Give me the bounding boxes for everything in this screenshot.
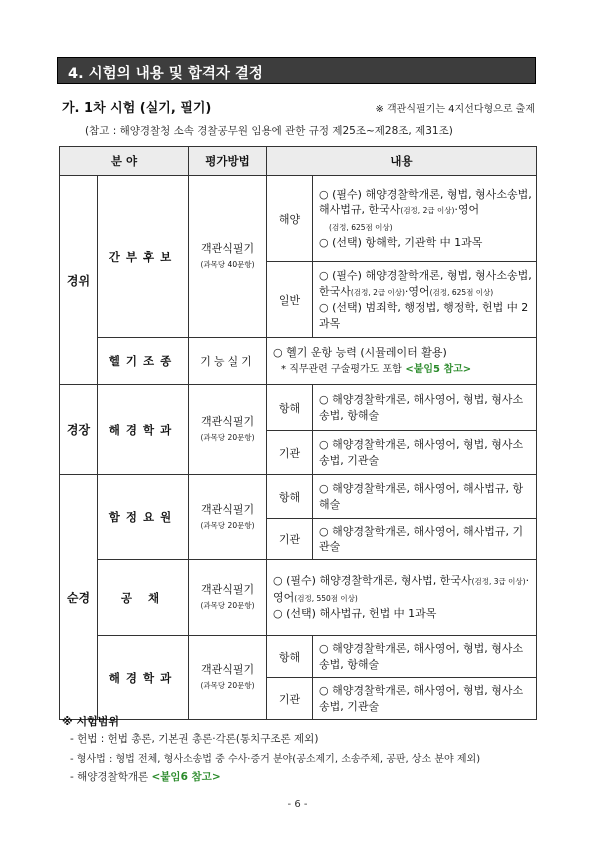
elective-subjects: ○ (선택) 항해학, 기관학 中 1과목 xyxy=(319,236,483,249)
page-number: - 6 - xyxy=(287,799,308,810)
exam-table xyxy=(59,146,537,720)
heli-content: ○ 헬기 운항 능력 (시뮬레이터 활용) xyxy=(273,346,447,359)
method-per20: (과목당 20문항) xyxy=(200,433,255,442)
field-gongchae: 공 채 xyxy=(98,560,189,636)
required-subjects: ○ (필수) 해양경찰학개론, 형법, 형사소송법, 해사법규, 한국사 xyxy=(319,187,532,216)
field-haegyeong-1: 해경학과 xyxy=(98,385,189,475)
method-hamjeong xyxy=(189,475,267,560)
field-haegyeong-2: 해경학과 xyxy=(98,636,189,720)
appendix5-ref: <붙임5 참고> xyxy=(405,363,472,375)
track-gigwan: 기관 xyxy=(267,431,313,475)
requirement-note: (검정, 2급 이상) xyxy=(350,287,405,297)
requirement-note: (검정, 625점 이상) xyxy=(329,222,393,232)
header-method: 평가방법 xyxy=(189,147,267,176)
content-sk-gigwan: ○ 해양경찰학개론, 해사영어, 형법, 형사소송법, 기관술 xyxy=(313,678,537,720)
method-written: 객관식필기 xyxy=(200,242,255,255)
track-haeyang: 해양 xyxy=(267,176,313,262)
reference: (참고 : 해양경찰청 소속 경찰공무원 임용에 관한 규정 제25조~제28조, 제31조) xyxy=(85,125,453,137)
elective-subjects: ○ (선택) 해사법규, 헌법 中 1과목 xyxy=(273,607,437,621)
method-gongchae xyxy=(189,560,267,636)
method-written: 객관식필기 xyxy=(200,415,255,428)
field-hamjeong: 함정요원 xyxy=(98,475,189,560)
english-subject: ·영어 xyxy=(273,574,530,604)
requirement-note: (검정, 3급 이상) xyxy=(471,577,526,587)
content-hj-hanghae: ○ 해양경찰학개론, 해사영어, 해사법규, 항해술 xyxy=(313,475,537,519)
group-sungyeong: 순경 xyxy=(60,475,98,720)
scope-line-2: - 형사법 : 형법 전체, 형사소송법 중 수사·증거 분야(공소제기, 소송주체, 공판, 상소 분야 제외) xyxy=(70,754,481,765)
header-row xyxy=(60,147,537,176)
heli-note: * 직무관련 구술평가도 포함 xyxy=(281,363,402,375)
method-per20: (과목당 20문항) xyxy=(200,601,255,610)
group-gyeongjang: 경장 xyxy=(60,385,98,475)
group-gyeongwi: 경위 xyxy=(60,176,98,385)
subtitle: 가. 1차 시험 (실기, 필기) xyxy=(62,101,212,116)
header-field: 분 야 xyxy=(60,147,189,176)
english-subject: ·영어 xyxy=(454,203,480,216)
note: ※ 객관식필기는 4지선다형으로 출제 xyxy=(375,104,535,115)
method-per40: (과목당 40문항) xyxy=(200,260,255,269)
field-heli: 헬기조종 xyxy=(98,338,189,385)
content-ganbu-haeyang xyxy=(313,176,537,262)
content-hj-gigwan: ○ 해양경찰학개론, 해사영어, 해사법규, 기관술 xyxy=(313,519,537,560)
content-gj-hanghae: ○ 해양경찰학개론, 해사영어, 형법, 형사소송법, 항해술 xyxy=(313,385,537,431)
track-hanghae: 항해 xyxy=(267,475,313,519)
content-gj-gigwan: ○ 해양경찰학개론, 해사영어, 형법, 형사소송법, 기관술 xyxy=(313,431,537,475)
method-ganbu xyxy=(189,176,267,338)
method-written: 객관식필기 xyxy=(200,502,255,516)
english-subject: ·영어 xyxy=(404,284,430,298)
required-subjects: ○ (필수) 해양경찰학개론, 형법, 형사소송법, 한국사 xyxy=(319,269,532,298)
section-title: 4. 시험의 내용 및 합격자 결정 xyxy=(68,66,263,82)
requirement-note: (검정, 2급 이상) xyxy=(400,206,455,215)
content-heli xyxy=(267,338,537,385)
track-gigwan: 기관 xyxy=(267,519,313,560)
method-gyeongjang xyxy=(189,385,267,475)
header-content: 내용 xyxy=(267,147,537,176)
method-written: 객관식필기 xyxy=(200,583,255,596)
method-practical: 기능실기 xyxy=(189,338,267,385)
scope-line-3-text: - 해양경찰학개론 xyxy=(70,771,149,783)
track-hanghae: 항해 xyxy=(267,385,313,431)
requirement-note: (검정, 550점 이상) xyxy=(294,593,358,603)
content-gongchae xyxy=(267,560,537,636)
section-header xyxy=(57,57,536,84)
method-per20: (과목당 20문항) xyxy=(200,681,255,690)
track-hanghae: 항해 xyxy=(267,636,313,678)
content-sk-hanghae: ○ 해양경찰학개론, 해사영어, 형법, 형사소송법, 항해술 xyxy=(313,636,537,678)
scope-line-1: - 헌법 : 헌법 총론, 기본권 총론·각론(통치구조론 제외) xyxy=(70,733,319,745)
scope-line-3 xyxy=(70,769,221,784)
scope-title: ※ 시험범위 xyxy=(62,715,120,728)
track-ilban: 일반 xyxy=(267,262,313,338)
requirement-note: (검정, 625점 이상) xyxy=(429,287,494,297)
content-ganbu-ilban xyxy=(313,262,537,338)
method-written: 객관식필기 xyxy=(200,663,255,676)
track-gigwan: 기관 xyxy=(267,678,313,720)
elective-subjects: ○ (선택) 범죄학, 행정법, 행정학, 헌법 中 2과목 xyxy=(319,301,529,330)
field-ganbu: 간부후보 xyxy=(98,176,189,338)
method-haegyeong-2 xyxy=(189,636,267,720)
method-per20: (과목당 20문항) xyxy=(200,520,255,530)
required-subjects: ○ (필수) 해양경찰학개론, 형사법, 한국사 xyxy=(273,574,472,588)
appendix6-ref: <붙임6 참고> xyxy=(151,771,221,783)
